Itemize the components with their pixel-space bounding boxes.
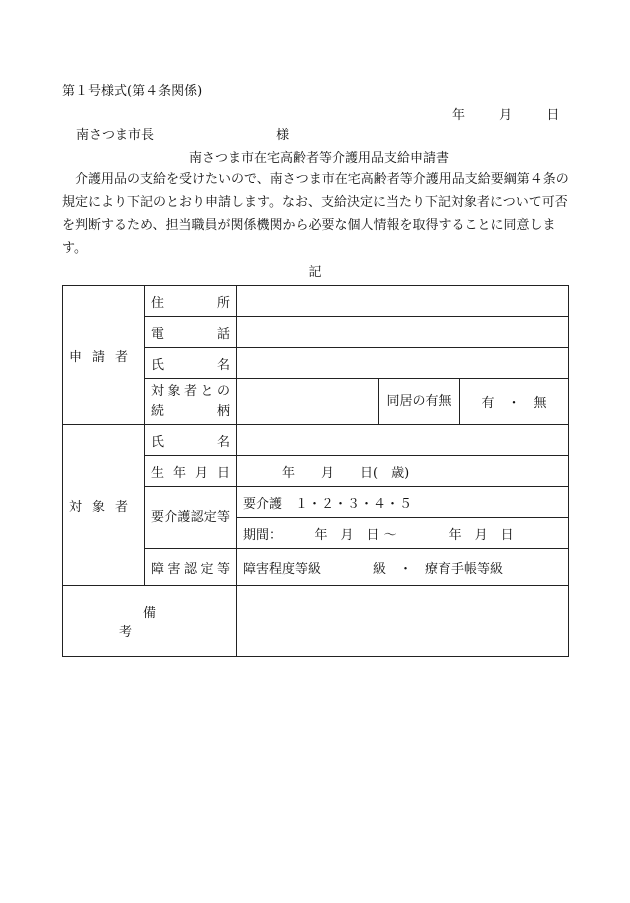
subject-group-label: 対象者 (63, 425, 145, 586)
cohabit-label: 同居の有無 (379, 379, 460, 425)
care-certification-label: 要介護認定等 (145, 487, 237, 549)
disability-field[interactable]: 障害程度等級 級 ・ 療育手帳等級 (237, 549, 569, 586)
subject-name-label: 氏名 (145, 425, 237, 456)
phone-label: 電話 (145, 317, 237, 348)
application-statement: 介護用品の支給を受けたいので、南さつま市在宅高齢者等介護用品支給要綱第４条の規定により下記のとおり申請します。なお、支給決定に当たり下記対象者について可否を判断するため、担当職員が関係機関から必要な個人情報を取得することに同意します。 (62, 172, 569, 256)
relation-label-line2: 続柄 (151, 403, 230, 419)
date-day: 日 (546, 108, 560, 123)
relation-label-line1: 対象者との (151, 383, 230, 399)
remarks-label: 備考 (63, 586, 237, 657)
date-line (452, 104, 559, 123)
applicant-group-label: 申請者 (63, 286, 145, 425)
remarks-row (63, 586, 569, 657)
form-number: 第１号様式(第４条関係) (62, 84, 203, 99)
address-label: 住所 (145, 286, 237, 317)
cohabit-options[interactable]: 有 ・ 無 (460, 379, 569, 425)
applicant-name-label: 氏名 (145, 348, 237, 379)
subject-name-row (63, 425, 569, 456)
application-form-table (62, 285, 569, 657)
remarks-field[interactable] (237, 586, 569, 657)
date-month: 月 (499, 108, 513, 123)
subject-name-field[interactable] (237, 425, 569, 456)
addressee: 南さつま市長 (76, 128, 155, 143)
disability-label: 障害認定等 (145, 549, 237, 586)
recipient-line (76, 124, 289, 143)
phone-field[interactable] (237, 317, 569, 348)
birthdate-label: 生年月日 (145, 456, 237, 487)
relation-label (145, 379, 237, 425)
document-title: 南さつま市在宅高齢者等介護用品支給申請書 (188, 151, 449, 166)
applicant-name-field[interactable] (237, 348, 569, 379)
care-levels-field[interactable]: 要介護 １・２・３・４・５ (237, 487, 569, 518)
ki-heading: 記 (308, 265, 322, 280)
date-year: 年 (452, 108, 466, 123)
birthdate-field[interactable]: 年 月 日( 歳) (237, 456, 569, 487)
address-field[interactable] (237, 286, 569, 317)
care-period-field[interactable]: 期間： 年 月 日 ～ 年 月 日 (237, 518, 569, 549)
address-row (63, 286, 569, 317)
relation-field[interactable] (237, 379, 379, 425)
honorific: 様 (276, 128, 290, 143)
